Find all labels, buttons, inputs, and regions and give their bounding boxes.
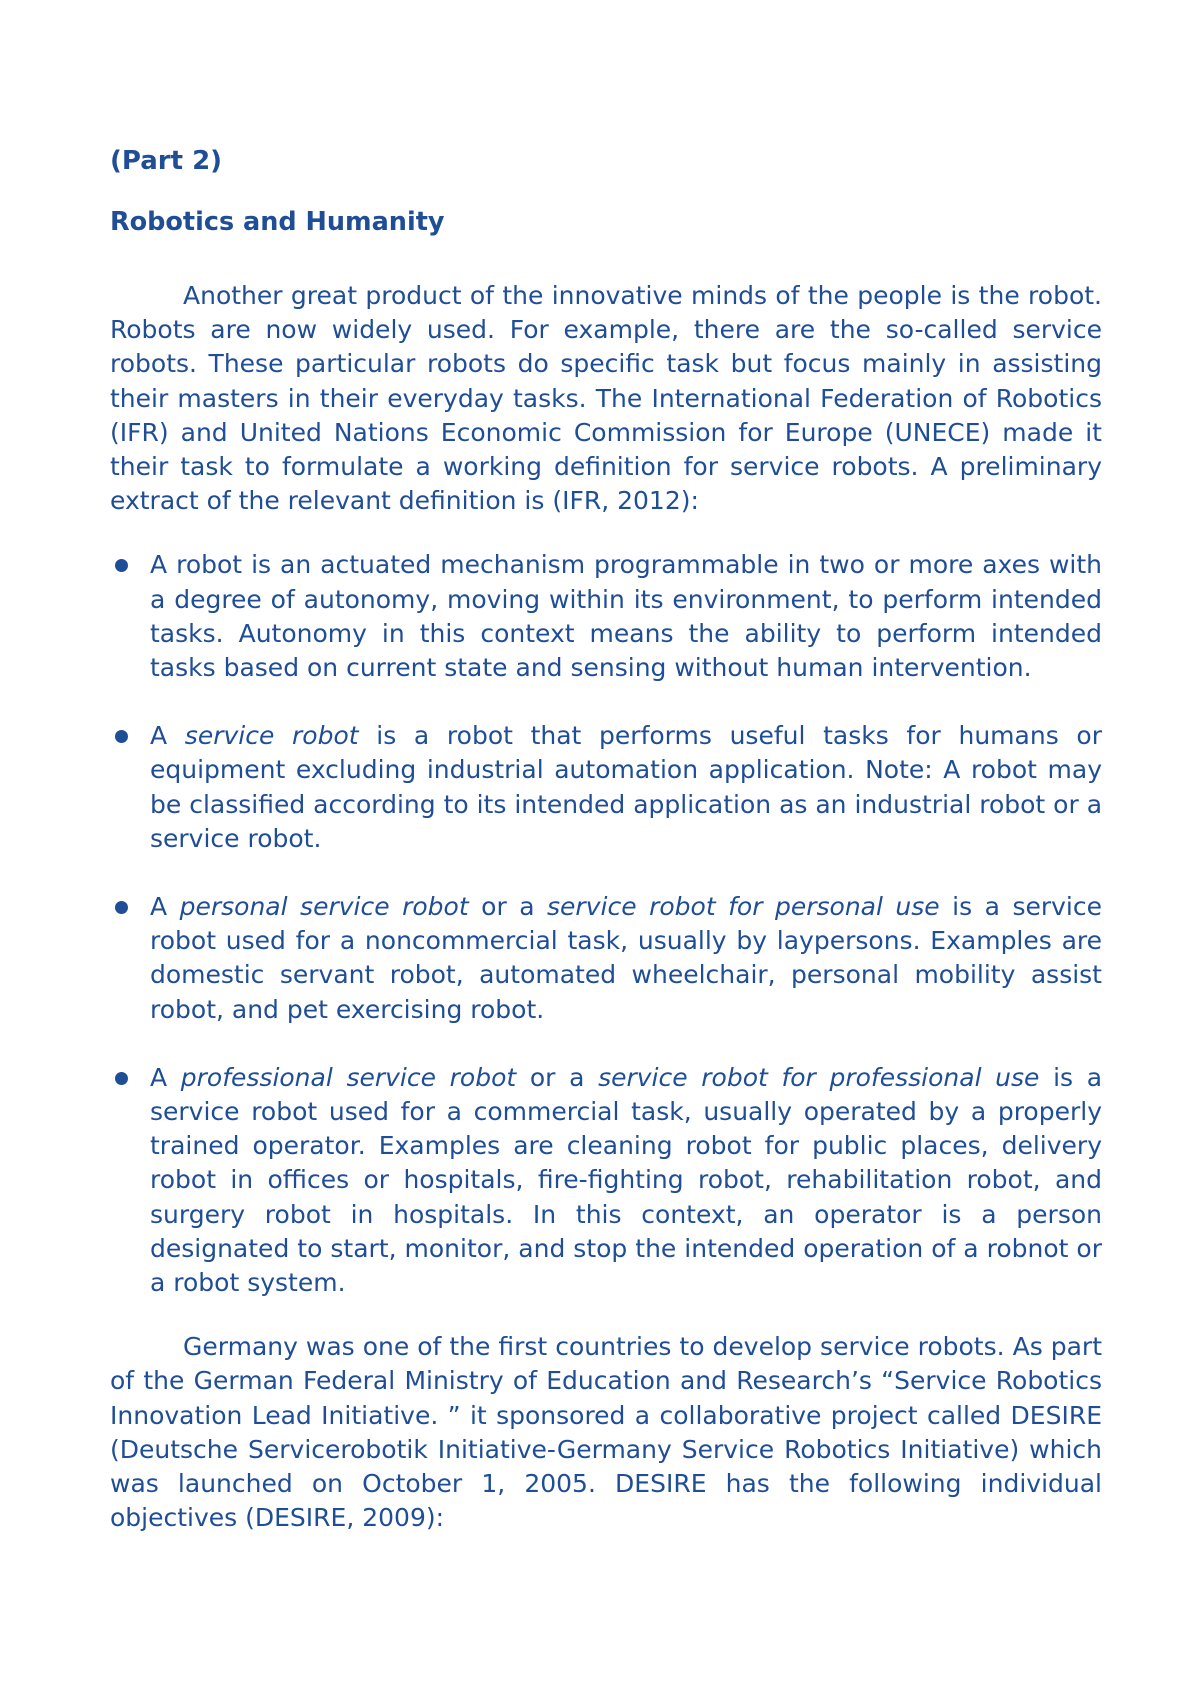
part-label: (Part 2): [110, 146, 223, 176]
bullet-connector: or a: [516, 1062, 599, 1092]
list-item-professional-service-robot: [110, 1061, 1102, 1300]
bullet-text: is a robot that performs useful tasks for humans or equipment excluding industrial automation application. Note: A robot may be classified according to its intended application as an industrial robot or a service robot.: [150, 721, 1103, 853]
bullet-icon: [115, 730, 128, 743]
bullet-prefix: A: [150, 892, 180, 922]
term-personal-service-robot: personal service robot: [179, 892, 469, 922]
bullet-icon: [115, 901, 128, 914]
germany-paragraph: Germany was one of the first countries to develop service robots. As part of the German Federal Ministry of Education and Research’s “Service Robotics Innovation Lead Initiative. ” it sponsored a collaborative project called DESIRE (Deutsche Servicerobotik Initiative-Germany Service Robotics Initiative) which was launched on October 1, 2005. DESIRE has the following individual objectives (DESIRE, 2009):: [110, 1332, 1102, 1533]
bullet-text: A robot is an actuated mechanism programmable in two or more axes with a degree of autonomy, moving within its environment, to perform intended tasks. Autonomy in this context means the ability to perform intended tasks based on current state and sensing without human intervention.: [150, 550, 1102, 683]
definition-list: [110, 548, 1102, 1300]
list-item-robot-definition: [110, 548, 1102, 685]
list-item-personal-service-robot: [110, 890, 1102, 1027]
bullet-icon: [115, 1072, 128, 1085]
list-item-service-robot: [110, 719, 1102, 856]
term-service-robot-personal-use: service robot for personal use: [547, 892, 940, 922]
bullet-connector: or a: [468, 892, 548, 922]
term-service-robot-professional-use: service robot for professional use: [598, 1062, 1040, 1092]
term-service-robot: service robot: [184, 721, 359, 751]
term-professional-service-robot: professional service robot: [180, 1062, 517, 1092]
bullet-icon: [115, 559, 128, 572]
bullet-prefix: A: [150, 721, 185, 751]
bullet-text: is a service robot used for a commercial task, usually operated by a properly trained operator. Examples are cleaning robot for public places, delivery robot in offices or hospitals, fire-fighting robot, rehabilitation robot, and surgery robot in hospitals. In this context, an operator is a person designated to start, monitor, and stop the intended operation of a robnot or a robot system.: [150, 1062, 1103, 1298]
intro-paragraph: Another great product of the innovative minds of the people is the robot. Robots are now widely used. For example, there are the so-called service robots. These particular robots do specific task but focus mainly in assisting their masters in their everyday tasks. The International Federation of Robotics (IFR) and United Nations Economic Commission for Europe (UNECE) made it their task to formulate a working definition for service robots. A preliminary extract of the relevant definition is (IFR, 2012):: [110, 281, 1102, 516]
bullet-text: is a service robot used for a noncommercial task, usually by laypersons. Examples are domestic servant robot, automated wheelchair, personal mobility assist robot, and pet exercising robot.: [150, 892, 1103, 1024]
section-title: Robotics and Humanity: [110, 207, 445, 237]
bullet-prefix: A: [150, 1062, 181, 1092]
